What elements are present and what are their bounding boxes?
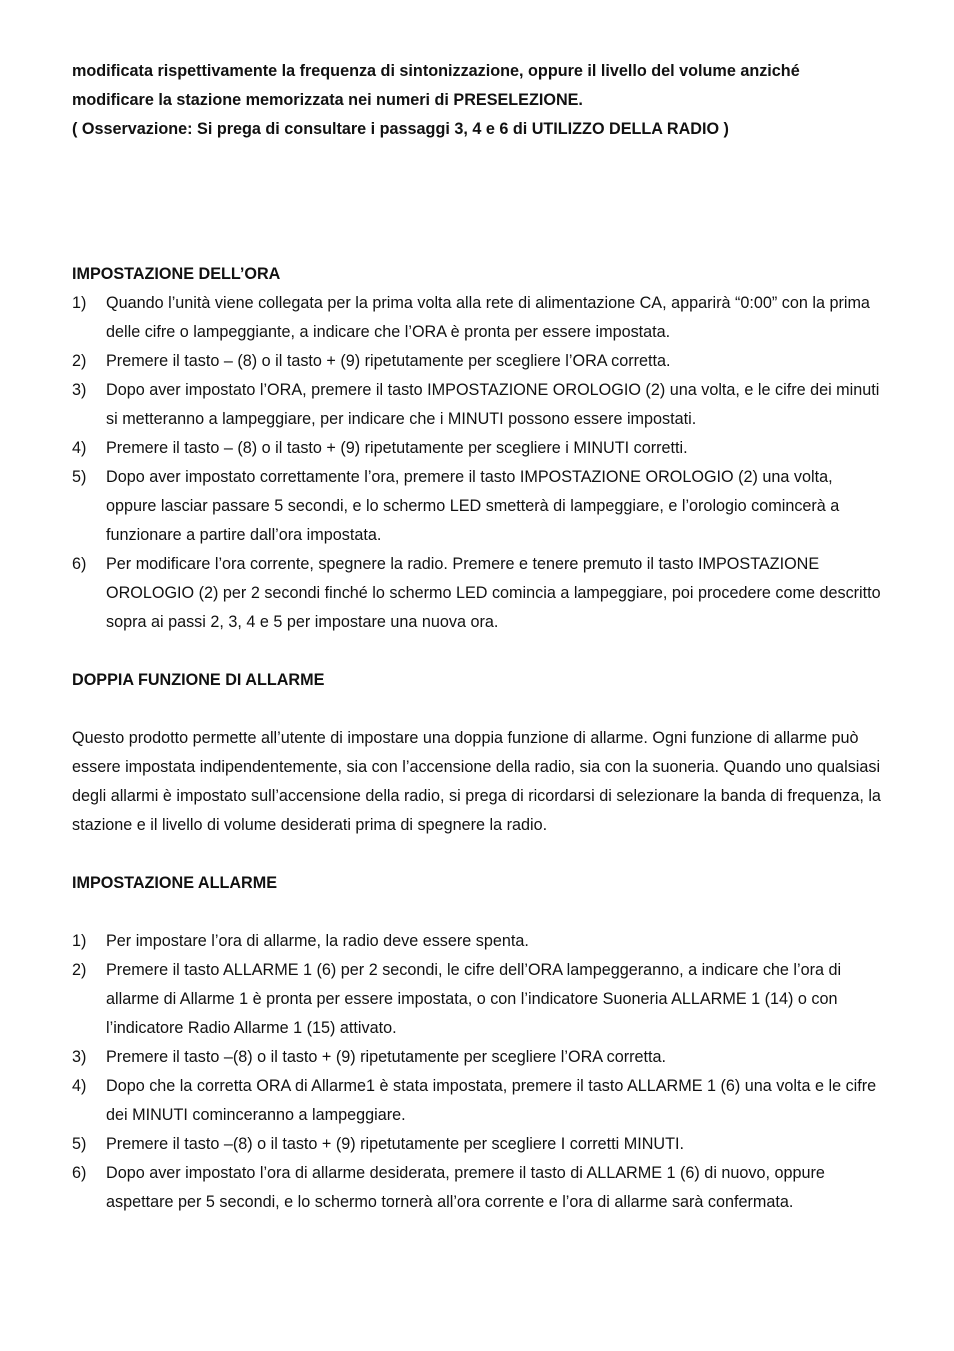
- dual-alarm-paragraph: Questo prodotto permette all’utente di impostare una doppia funzione di allarme. Ogni funzione di allarme può essere impostata indipendentemente, sia con l’accensione della radio, sia con la suoneria. Quando uno qualsiasi degli allarmi è impostato sull’accensione della radio, si prega di ricordarsi di selezionare la banda di frequenza, la stazione e il livello di volume desiderati prima di spegnere la radio.: [72, 729, 881, 834]
- intro-line-2: modificare la stazione memorizzata nei numeri di PRESELEZIONE.: [72, 91, 583, 109]
- step-number: 4): [72, 439, 87, 457]
- list-item: [72, 289, 884, 347]
- list-item: [72, 434, 884, 463]
- list-item: [72, 550, 884, 637]
- intro-line-1: modificata rispettivamente la frequenza di sintonizzazione, oppure il livello del volume anziché: [72, 62, 800, 80]
- section-alarm-setting: [72, 869, 884, 1217]
- step-number: 5): [72, 468, 87, 486]
- document-page: [72, 57, 884, 1217]
- step-text: Per impostare l’ora di allarme, la radio deve essere spenta.: [106, 932, 529, 950]
- section-heading-time: IMPOSTAZIONE DELL’ORA: [72, 265, 281, 283]
- section-heading-dual-alarm: DOPPIA FUNZIONE DI ALLARME: [72, 671, 325, 689]
- step-text: Premere il tasto ALLARME 1 (6) per 2 secondi, le cifre dell’ORA lampeggeranno, a indicare che l’ora di allarme di Allarme 1 è pronta per essere impostata, o con l’indicatore Suoneria ALLARME 1 (14) o con l’indicatore Radio Allarme 1 (15) attivato.: [106, 961, 842, 1037]
- intro-block: [72, 57, 884, 144]
- step-text: Premere il tasto – (8) o il tasto + (9) ripetutamente per scegliere i MINUTI corretti.: [106, 439, 688, 457]
- list-item: [72, 376, 884, 434]
- step-number: 6): [72, 1164, 87, 1182]
- list-item: [72, 927, 884, 956]
- section-heading-alarm-setting: IMPOSTAZIONE ALLARME: [72, 874, 278, 892]
- list-item: [72, 956, 884, 1043]
- step-text: Premere il tasto –(8) o il tasto + (9) ripetutamente per scegliere I corretti MINUTI.: [106, 1135, 685, 1153]
- step-number: 2): [72, 961, 87, 979]
- list-item: [72, 1072, 884, 1130]
- step-text: Premere il tasto – (8) o il tasto + (9) ripetutamente per scegliere l’ORA corretta.: [106, 352, 671, 370]
- alarm-steps-list: [72, 927, 884, 1217]
- step-number: 4): [72, 1077, 87, 1095]
- list-item: [72, 1159, 884, 1217]
- step-text: Quando l’unità viene collegata per la prima volta alla rete di alimentazione CA, apparirà “0:00” con la prima delle cifre o lampeggiante, a indicare che l’ORA è pronta per essere impostata.: [106, 294, 870, 341]
- list-item: [72, 1130, 884, 1159]
- list-item: [72, 1043, 884, 1072]
- step-text: Dopo aver impostato l’ORA, premere il tasto IMPOSTAZIONE OROLOGIO (2) una volta, e le cifre dei minuti si metteranno a lampeggiare, per indicare che i MINUTI possono essere impostati.: [106, 381, 880, 428]
- time-steps-list: [72, 289, 884, 637]
- step-text: Dopo aver impostato correttamente l’ora, premere il tasto IMPOSTAZIONE OROLOGIO (2) una volta, oppure lasciar passare 5 secondi, e lo schermo LED smetterà di lampeggiare, e l’orologio comincerà a funzionare a partire dall’ora impostata.: [106, 468, 840, 544]
- spacer: [72, 695, 884, 724]
- step-text: Per modificare l’ora corrente, spegnere la radio. Premere e tenere premuto il tasto IMPOSTAZIONE OROLOGIO (2) per 2 secondi finché lo schermo LED comincia a lampeggiare, poi procedere come descritto sopra ai passi 2, 3, 4 e 5 per impostare una nuova ora.: [106, 555, 881, 631]
- step-number: 3): [72, 381, 87, 399]
- intro-note: ( Osservazione: Si prega di consultare i passaggi 3, 4 e 6 di UTILIZZO DELLA RADIO ): [72, 120, 729, 138]
- step-number: 1): [72, 294, 87, 312]
- section-time-setting: [72, 260, 884, 637]
- step-number: 1): [72, 932, 87, 950]
- section-dual-alarm: [72, 666, 884, 840]
- step-number: 6): [72, 555, 87, 573]
- spacer: [72, 898, 884, 927]
- step-text: Dopo aver impostato l’ora di allarme desiderata, premere il tasto di ALLARME 1 (6) di nuovo, oppure aspettare per 5 secondi, e lo schermo tornerà all’ora corrente e l’ora di allarme sarà confermata.: [106, 1164, 825, 1211]
- spacer: [72, 144, 884, 260]
- step-text: Premere il tasto –(8) o il tasto + (9) ripetutamente per scegliere l’ORA corretta.: [106, 1048, 667, 1066]
- step-text: Dopo che la corretta ORA di Allarme1 è stata impostata, premere il tasto ALLARME 1 (6) una volta e le cifre dei MINUTI cominceranno a lampeggiare.: [106, 1077, 877, 1124]
- spacer: [72, 637, 884, 666]
- list-item: [72, 347, 884, 376]
- step-number: 5): [72, 1135, 87, 1153]
- spacer: [72, 840, 884, 869]
- list-item: [72, 463, 884, 550]
- step-number: 2): [72, 352, 87, 370]
- step-number: 3): [72, 1048, 87, 1066]
